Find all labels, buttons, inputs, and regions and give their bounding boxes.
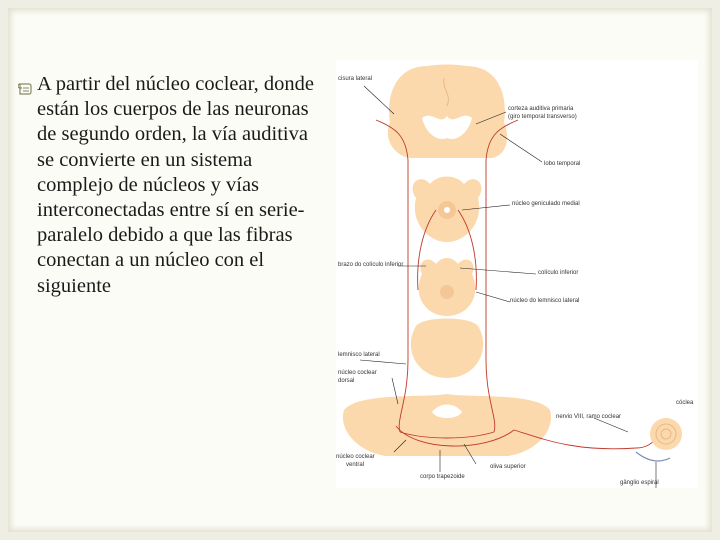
label-cuerpo-trapezoide: corpo trapezoide: [420, 474, 465, 480]
label-coclea: cóclea: [676, 400, 694, 406]
bullet-list: [18, 72, 318, 299]
bullet-text: A partir del núcleo coclear, donde están los cuerpos de las neuronas de segundo orden, la vía auditiva se convierte en un sistema complejo de núcleos y vías interconectadas entre sí en serie-paralelo debido a que las fibras conectan a un núcleo con el siguiente: [37, 73, 314, 297]
label-corteza-auditiva: corteza auditiva primaria: [508, 106, 574, 112]
auditory-pathway-figure: [336, 60, 698, 488]
label-nervio-vestibulococlear: nervio VIII, ramo coclear: [556, 414, 622, 420]
label-coclear-dorsal-2: dorsal: [338, 378, 355, 384]
label-oliva-superior: oliva superior: [490, 464, 526, 470]
auditory-pathway-illustration: [336, 60, 698, 488]
label-lobo-temporal: lobo temporal: [544, 161, 581, 167]
scroll-bullet-icon: [18, 77, 36, 102]
label-lemnisco-lateral-nucleo: núcleo do lemnisco lateral: [510, 298, 580, 304]
label-lemnisco-lateral: lemnisco lateral: [338, 352, 380, 358]
label-coclear-ventral-2: ventral: [346, 462, 365, 468]
pons-section: [411, 319, 483, 379]
label-cisura-lateral: cisura lateral: [338, 76, 373, 82]
medulla-section: [343, 394, 551, 456]
label-ganglio-espiral: gânglio espiral: [620, 480, 659, 486]
label-giro-temporal: (giro temporal transverso): [508, 114, 577, 120]
label-coliculo-inferior: colículo inferior: [538, 270, 579, 276]
label-brazo-coliculo: brazo do colículo inferior: [338, 262, 404, 268]
cochlea-icon: [636, 418, 682, 461]
label-coclear-dorsal-1: núcleo coclear: [338, 370, 377, 376]
label-geniculado-medial: núcleo geniculado medial: [512, 201, 580, 207]
bullet-item: [18, 72, 318, 299]
label-coclear-ventral-1: núcleo coclear: [336, 454, 375, 460]
